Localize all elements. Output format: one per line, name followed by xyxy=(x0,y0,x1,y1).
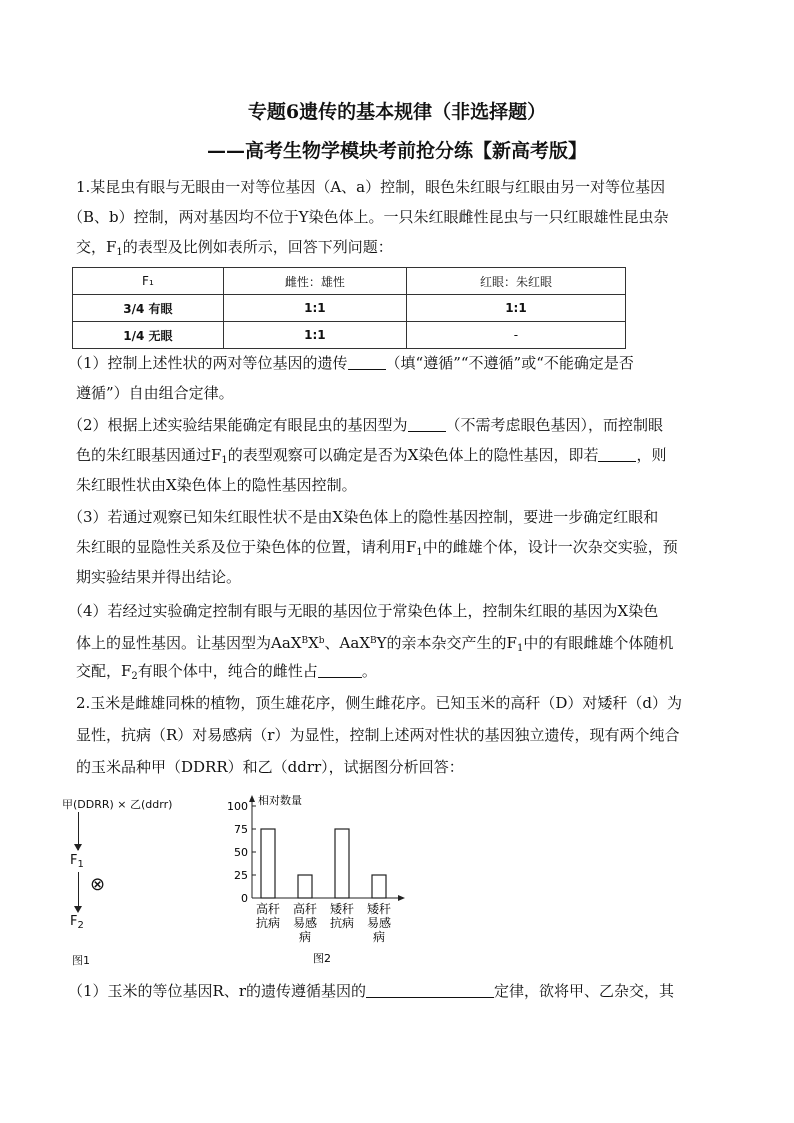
f1-label: $F_1$ xyxy=(70,853,84,870)
table-cell: 3/4 有眼 xyxy=(73,295,224,322)
figure-1-cross-diagram xyxy=(62,796,202,966)
y-axis-arrow-icon xyxy=(249,795,255,802)
q1-part2-line3: 朱红眼性状由X染色体上的隐性基因控制。 xyxy=(76,476,357,494)
category-label: 病 xyxy=(372,930,386,944)
answer-blank[interactable] xyxy=(366,983,494,998)
answer-blank[interactable] xyxy=(318,663,362,678)
table-cell: 1:1 xyxy=(223,295,406,322)
table-header-cell: 红眼：朱红眼 xyxy=(406,268,625,295)
q1-part4-line1: （4）若经过实验确定控制有眼与无眼的基因位于常染色体上，控制朱红眼的基因为X染色 xyxy=(68,602,659,620)
bar xyxy=(335,829,349,898)
q1-intro-line2: （B、b）控制，两对基因均不位于Y染色体上。一只朱红眼雌性昆虫与一只红眼雄性昆虫杂 xyxy=(68,208,669,226)
answer-blank[interactable] xyxy=(348,355,386,370)
q1-part3-line3: 期实验结果并得出结论。 xyxy=(76,568,242,586)
q1-part2-line2: 色的朱红眼基因通过$F_1$的表型观察可以确定是否为X染色体上的隐性基因，即若 ，则 xyxy=(76,446,667,466)
table-header-cell: 雌性：雄性 xyxy=(223,268,406,295)
y-tick-label: 100 xyxy=(227,800,248,813)
table-header-row xyxy=(73,268,626,295)
category-label: 易感 xyxy=(292,916,318,930)
bar xyxy=(298,875,312,898)
q1-part1-line2: 遵循”）自由组合定律。 xyxy=(76,384,234,402)
q1-part3-line2: 朱红眼的显隐性关系及位于染色体的位置，请利用$F_1$中的雌雄个体，设计一次杂交实验，预 xyxy=(76,538,678,558)
category-label: 抗病 xyxy=(255,916,281,930)
bar xyxy=(261,829,275,898)
x-axis-arrow-icon xyxy=(398,895,405,901)
category-label: 矮秆 xyxy=(329,902,355,916)
figure-2-caption: 图2 xyxy=(313,952,331,965)
q2-line1: 2.玉米是雌雄同株的植物，顶生雄花序，侧生雌花序。已知玉米的高秆（D）对矮秆（d）为 xyxy=(76,694,682,712)
category-label: 易感 xyxy=(366,916,392,930)
arrow-line xyxy=(78,872,79,910)
table-cell: 1:1 xyxy=(406,295,625,322)
y-axis-label: 相对数量 xyxy=(258,794,302,807)
answer-blank[interactable] xyxy=(408,417,446,432)
table-cell: 1/4 无眼 xyxy=(73,322,224,349)
q2-line2: 显性，抗病（R）对易感病（r）为显性，控制上述两对性状的基因独立遗传，现有两个纯合 xyxy=(76,726,680,744)
category-label: 病 xyxy=(298,930,312,944)
q1-intro-line3: 交，$F_1$的表型及比例如表所示，回答下列问题： xyxy=(76,238,393,258)
arrow-down-icon xyxy=(74,906,82,913)
q2-line3: 的玉米品种甲（DDRR）和乙（ddrr），试据图分析回答： xyxy=(76,758,464,776)
table-row xyxy=(73,322,626,349)
category-label: 高秆 xyxy=(292,902,318,916)
q1-part4-line2: 体上的显性基因。让基因型为$AaX^BX^b$、AaX$^B$Y的亲本杂交产生的$F_1$中的有眼雌雄个体随机 xyxy=(76,634,674,654)
category-label: 高秆 xyxy=(255,902,281,916)
q1-intro-line1: 1.某昆虫有眼与无眼由一对等位基因（A、a）控制，眼色朱红眼与红眼由另一对等位基因 xyxy=(76,178,666,196)
category-label: 矮秆 xyxy=(366,902,392,916)
bar xyxy=(372,875,386,898)
y-tick-label: 0 xyxy=(241,892,248,905)
q1-part2-line1: （2）根据上述实验结果能确定有眼昆虫的基因型为 （不需考虑眼色基因），而控制眼 xyxy=(68,416,664,434)
self-cross-icon: ⊗ xyxy=(90,874,106,895)
category-label: 抗病 xyxy=(329,916,355,930)
q1-part4-line3: 交配，$F_2$有眼个体中，纯合的雌性占 。 xyxy=(76,662,377,682)
page-title: 专题6遗传的基本规律（非选择题） xyxy=(247,101,547,123)
y-tick-label: 50 xyxy=(234,846,248,859)
q1-part3-line1: （3）若通过观察已知朱红眼性状不是由X染色体上的隐性基因控制，要进一步确定红眼和 xyxy=(68,508,659,526)
answer-blank[interactable] xyxy=(598,447,636,462)
table-cell: 1:1 xyxy=(223,322,406,349)
figure-1-caption: 图1 xyxy=(72,954,90,967)
y-tick-label: 25 xyxy=(234,869,248,882)
table-cell: - xyxy=(406,322,625,349)
cross-label: 甲(DDRR) × 乙(ddrr) xyxy=(62,798,173,811)
q1-part1-line1: （1）控制上述性状的两对等位基因的遗传 （填“遵循”“不遵循”或“不能确定是否 xyxy=(68,354,634,372)
table-row xyxy=(73,295,626,322)
y-tick-label: 75 xyxy=(234,823,248,836)
arrow-down-icon xyxy=(74,844,82,851)
f2-label: $F_2$ xyxy=(70,914,84,931)
page-subtitle: ——高考生物学模块考前抢分练【新高考版】 xyxy=(206,140,587,162)
q2-part1-line: （1）玉米的等位基因R、r的遗传遵循基因的 定律，欲将甲、乙杂交，其 xyxy=(68,982,675,1000)
table-header-cell: F₁ xyxy=(73,268,224,295)
figure-2-bar-chart xyxy=(222,790,412,966)
q1-table xyxy=(72,267,626,349)
